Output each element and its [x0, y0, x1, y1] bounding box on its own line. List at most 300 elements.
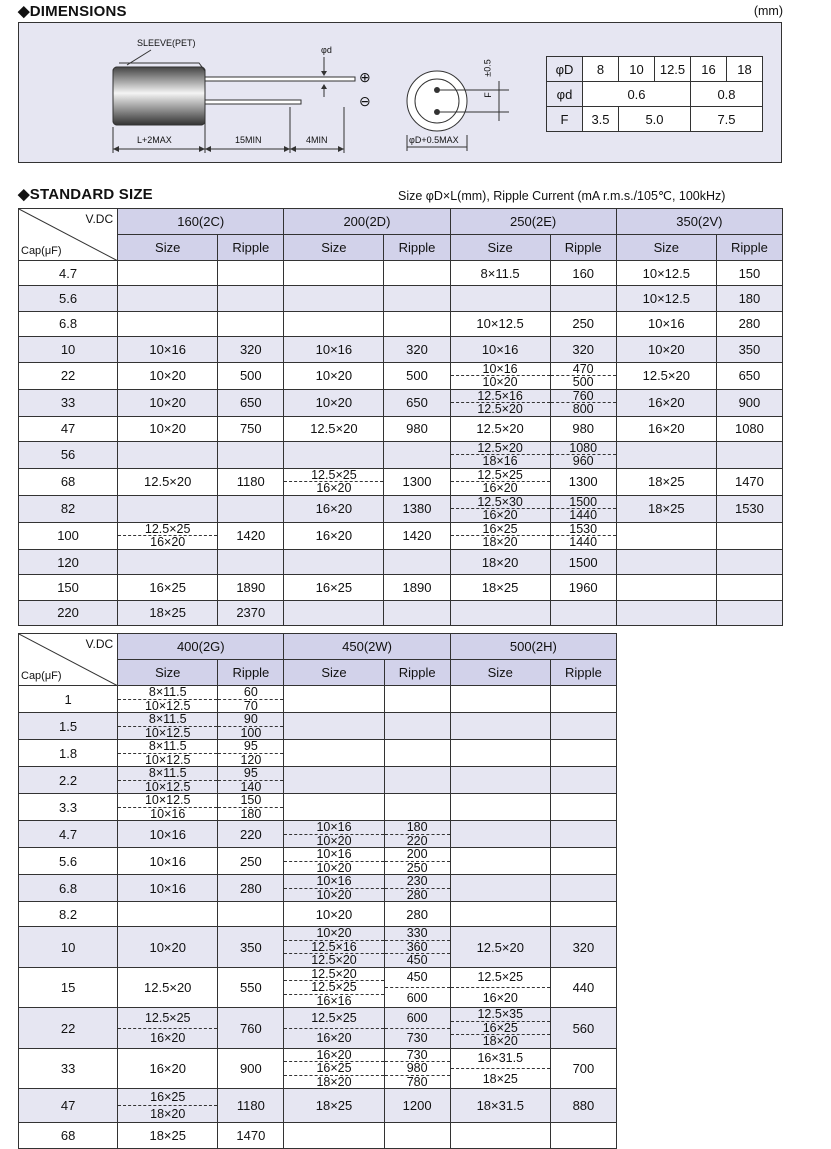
table-row [19, 286, 783, 311]
table-row [19, 767, 617, 794]
size-cell: 12.5×25 16×20 [284, 1008, 384, 1049]
table-row [19, 362, 783, 389]
ripple-cell: 1530 [716, 495, 782, 522]
size-cell: 12.5×20 [450, 416, 550, 441]
size-cell [450, 875, 550, 902]
ripple-cell: 200 250 [384, 848, 450, 875]
capacitance-cell: 22 [19, 362, 118, 389]
ripple-cell: 900 [716, 389, 782, 416]
size-cell [450, 713, 550, 740]
lead-dimension-table: φD 8 10 12.5 16 18 φd 0.6 0.8 F 3.5 5.0 7.5 [546, 56, 763, 132]
size-cell: 10×16 [118, 821, 218, 848]
ripple-cell [550, 767, 616, 794]
ripple-cell [218, 902, 284, 927]
size-cell: 8×11.5 10×12.5 [118, 767, 218, 794]
ripple-cell [384, 767, 450, 794]
ripple-column-header: Ripple [218, 660, 284, 686]
vdc-label: V.DC [85, 637, 114, 651]
ripple-cell [716, 575, 782, 600]
size-cell: 10×16 [118, 875, 218, 902]
size-cell: 8×11.5 10×12.5 [118, 740, 218, 767]
size-cell [284, 549, 384, 574]
ripple-cell [716, 600, 782, 625]
capacitance-cell: 33 [19, 389, 118, 416]
size-cell: 8×11.5 [450, 261, 550, 286]
ripple-cell [218, 261, 284, 286]
size-cell: 18×25 [616, 495, 716, 522]
ripple-cell [550, 600, 616, 625]
capacitance-cell: 56 [19, 441, 118, 468]
ripple-cell: 500 [218, 362, 284, 389]
size-cell [450, 848, 550, 875]
size-cell [616, 441, 716, 468]
size-cell [450, 767, 550, 794]
size-cell [118, 902, 218, 927]
size-cell: 16×20 [284, 495, 384, 522]
standard-size-title: ◆STANDARD SIZE [18, 186, 153, 203]
size-column-header: Size [616, 235, 716, 261]
table-row [19, 821, 617, 848]
size-cell: 12.5×20 [118, 967, 218, 1008]
table-row [19, 1089, 617, 1123]
size-cell: 12.5×20 12.5×25 16×16 [284, 967, 384, 1008]
size-cell [118, 441, 218, 468]
capacitance-cell: 47 [19, 1089, 118, 1123]
ripple-cell [716, 441, 782, 468]
size-cell: 10×16 [284, 337, 384, 362]
ripple-cell: 550 [218, 967, 284, 1008]
size-cell [616, 575, 716, 600]
ripple-cell: 320 [384, 337, 450, 362]
size-cell: 16×20 [616, 389, 716, 416]
dimensions-unit: (mm) [753, 4, 783, 18]
ripple-cell: 1530 1440 [550, 522, 616, 549]
ripple-cell: 700 [550, 1048, 616, 1089]
table-row [19, 468, 783, 495]
size-cell [450, 600, 550, 625]
minus-icon: ⊖ [359, 93, 371, 109]
size-cell: 12.5×16 12.5×20 [450, 389, 550, 416]
ripple-cell: 90 100 [218, 713, 284, 740]
ripple-cell: 1500 [550, 549, 616, 574]
ripple-cell: 1420 [218, 522, 284, 549]
ripple-cell: 880 [550, 1089, 616, 1123]
ripple-cell: 150 [716, 261, 782, 286]
ripple-cell: 350 [218, 927, 284, 968]
pitch-label: F [482, 92, 493, 98]
ripple-cell: 320 [550, 927, 616, 968]
ripple-cell: 180 [716, 286, 782, 311]
size-cell: 12.5×20 18×16 [450, 441, 550, 468]
size-cell: 12.5×20 [616, 362, 716, 389]
dimensions-title: ◆DIMENSIONS [18, 3, 127, 20]
size-cell: 16×25 18×20 [450, 522, 550, 549]
ripple-cell: 750 [218, 416, 284, 441]
voltage-header: 200(2D) [284, 209, 450, 235]
ripple-cell: 1470 [218, 1123, 284, 1148]
size-cell: 16×25 18×20 [118, 1089, 218, 1123]
capacitance-cell: 8.2 [19, 902, 118, 927]
table-row [19, 495, 783, 522]
size-cell: 12.5×30 16×20 [450, 495, 550, 522]
size-cell: 10×16 10×20 [284, 848, 384, 875]
ripple-cell: 1080 [716, 416, 782, 441]
capacitance-cell: 4.7 [19, 261, 118, 286]
ripple-cell: 95 120 [218, 740, 284, 767]
ripple-cell: 160 [550, 261, 616, 286]
table-row [19, 1008, 617, 1049]
capacitance-cell: 33 [19, 1048, 118, 1089]
capacitance-cell: 5.6 [19, 286, 118, 311]
ripple-cell: 1960 [550, 575, 616, 600]
size-cell: 12.5×25 16×20 [284, 468, 384, 495]
size-cell: 12.5×20 [450, 927, 550, 968]
lead-4min-label: 4MIN [306, 135, 328, 145]
ripple-cell: 760 [218, 1008, 284, 1049]
size-cell: 10×20 [118, 416, 218, 441]
length-label: L+2MAX [137, 135, 172, 145]
capacitance-cell: 15 [19, 967, 118, 1008]
ripple-cell [218, 495, 284, 522]
ripple-cell: 180 220 [384, 821, 450, 848]
ripple-cell: 220 [218, 821, 284, 848]
size-cell: 10×12.5 [616, 286, 716, 311]
ripple-cell [550, 875, 616, 902]
header-corner [19, 634, 118, 686]
size-cell: 12.5×20 [118, 468, 218, 495]
capacitance-cell: 10 [19, 927, 118, 968]
voltage-header: 160(2C) [118, 209, 284, 235]
ripple-cell: 980 [550, 416, 616, 441]
vdc-label: V.DC [85, 212, 114, 226]
size-cell [284, 740, 384, 767]
size-cell [450, 794, 550, 821]
size-column-header: Size [450, 235, 550, 261]
size-cell: 18×25 [450, 575, 550, 600]
table-row [19, 549, 783, 574]
size-cell: 16×20 [616, 416, 716, 441]
size-column-header: Size [118, 660, 218, 686]
table-row [19, 902, 617, 927]
table-row [19, 740, 617, 767]
ripple-cell: 150 180 [218, 794, 284, 821]
voltage-header: 250(2E) [450, 209, 616, 235]
ripple-cell: 500 [384, 362, 450, 389]
size-cell [284, 686, 384, 713]
capacitance-cell: 120 [19, 549, 118, 574]
size-cell: 10×16 [118, 848, 218, 875]
size-cell: 8×11.5 10×12.5 [118, 686, 218, 713]
plus-icon: ⊕ [359, 69, 371, 85]
ripple-cell: 250 [218, 848, 284, 875]
capacitance-cell: 3.3 [19, 794, 118, 821]
size-cell [118, 311, 218, 336]
size-cell: 10×16 [118, 337, 218, 362]
size-cell [284, 713, 384, 740]
size-cell: 10×12.5 10×16 [118, 794, 218, 821]
ripple-cell [550, 286, 616, 311]
ripple-cell [384, 1123, 450, 1148]
size-cell: 12.5×35 16×25 18×20 [450, 1008, 550, 1049]
ripple-cell: 95 140 [218, 767, 284, 794]
size-column-header: Size [118, 235, 218, 261]
size-cell [284, 1123, 384, 1148]
ripple-column-header: Ripple [716, 235, 782, 261]
ripple-cell [550, 740, 616, 767]
size-cell: 12.5×25 16×20 [450, 468, 550, 495]
ripple-cell: 900 [218, 1048, 284, 1089]
capacitance-cell: 220 [19, 600, 118, 625]
size-cell: 18×25 [118, 1123, 218, 1148]
capacitance-cell: 4.7 [19, 821, 118, 848]
ripple-cell: 980 [384, 416, 450, 441]
size-cell: 16×20 [284, 522, 384, 549]
cap-label: Cap(μF) [21, 670, 62, 682]
ripple-cell: 600 730 [384, 1008, 450, 1049]
table-row [19, 575, 783, 600]
ripple-cell: 440 [550, 967, 616, 1008]
ripple-cell [550, 713, 616, 740]
size-cell [450, 1123, 550, 1148]
size-cell [616, 522, 716, 549]
lead-diameter-label: φd [321, 45, 332, 55]
capacitance-cell: 2.2 [19, 767, 118, 794]
size-cell: 10×16 10×20 [450, 362, 550, 389]
size-column-header: Size [450, 660, 550, 686]
table-row [19, 713, 617, 740]
ripple-cell: 730 980 780 [384, 1048, 450, 1089]
ripple-cell: 1890 [384, 575, 450, 600]
ripple-cell: 320 [218, 337, 284, 362]
table-row [19, 389, 783, 416]
size-cell [118, 495, 218, 522]
capacitance-cell: 150 [19, 575, 118, 600]
ripple-cell [716, 522, 782, 549]
header-corner [19, 209, 118, 261]
ripple-cell: 230 280 [384, 875, 450, 902]
table-row [19, 311, 783, 336]
ripple-cell: 1200 [384, 1089, 450, 1123]
ripple-cell [550, 794, 616, 821]
ripple-cell: 1420 [384, 522, 450, 549]
size-cell: 10×16 10×20 [284, 821, 384, 848]
cap-label: Cap(μF) [21, 245, 62, 257]
size-cell [450, 740, 550, 767]
capacitance-cell: 10 [19, 337, 118, 362]
ripple-cell: 1380 [384, 495, 450, 522]
size-cell [450, 821, 550, 848]
table-row [19, 1123, 617, 1148]
ripple-cell: 1470 [716, 468, 782, 495]
size-cell: 10×20 12.5×16 12.5×20 [284, 927, 384, 968]
ripple-cell: 1180 [218, 1089, 284, 1123]
ripple-column-header: Ripple [550, 235, 616, 261]
ripple-cell: 280 [716, 311, 782, 336]
table-row [19, 337, 783, 362]
ripple-cell [218, 549, 284, 574]
table-row [19, 875, 617, 902]
size-cell [284, 441, 384, 468]
diameter-max-label: φD+0.5MAX [409, 135, 459, 145]
voltage-header: 350(2V) [616, 209, 782, 235]
ripple-cell: 1300 [550, 468, 616, 495]
size-cell: 8×11.5 10×12.5 [118, 713, 218, 740]
capacitance-cell: 82 [19, 495, 118, 522]
size-cell [118, 261, 218, 286]
ripple-cell: 1080 960 [550, 441, 616, 468]
ripple-cell: 650 [384, 389, 450, 416]
table-row [19, 967, 617, 1008]
table-row [19, 1048, 617, 1089]
capacitance-cell: 100 [19, 522, 118, 549]
ripple-cell [218, 311, 284, 336]
standard-size-table-1 [18, 208, 783, 626]
size-cell [284, 794, 384, 821]
ripple-cell: 330 360 450 [384, 927, 450, 968]
size-cell: 18×31.5 [450, 1089, 550, 1123]
ripple-cell [384, 713, 450, 740]
table-row [19, 794, 617, 821]
capacitor-drawing [19, 23, 539, 161]
size-cell: 10×20 [616, 337, 716, 362]
ripple-cell: 1300 [384, 468, 450, 495]
table-row [19, 261, 783, 286]
size-cell: 10×12.5 [616, 261, 716, 286]
ripple-cell [384, 686, 450, 713]
size-cell [118, 286, 218, 311]
table-row [19, 927, 617, 968]
ripple-column-header: Ripple [550, 660, 616, 686]
size-cell: 18×25 [118, 600, 218, 625]
size-cell: 10×20 [284, 362, 384, 389]
size-cell: 18×20 [450, 549, 550, 574]
voltage-header: 500(2H) [450, 634, 616, 660]
capacitance-cell: 1.8 [19, 740, 118, 767]
ripple-cell: 1500 1440 [550, 495, 616, 522]
size-cell: 10×16 10×20 [284, 875, 384, 902]
ripple-cell [550, 902, 616, 927]
ripple-cell [550, 686, 616, 713]
ripple-cell [716, 549, 782, 574]
ripple-cell: 560 [550, 1008, 616, 1049]
ripple-cell: 320 [550, 337, 616, 362]
ripple-column-header: Ripple [384, 660, 450, 686]
ripple-cell: 450 600 [384, 967, 450, 1008]
size-cell: 18×25 [616, 468, 716, 495]
voltage-header: 400(2G) [118, 634, 284, 660]
capacitance-cell: 47 [19, 416, 118, 441]
ripple-cell [384, 261, 450, 286]
size-cell [616, 600, 716, 625]
ripple-column-header: Ripple [218, 235, 284, 261]
ripple-cell [384, 311, 450, 336]
size-cell [616, 549, 716, 574]
size-cell: 10×20 [118, 927, 218, 968]
size-cell: 10×20 [284, 389, 384, 416]
ripple-cell: 350 [716, 337, 782, 362]
capacitance-cell: 5.6 [19, 848, 118, 875]
ripple-cell: 760 800 [550, 389, 616, 416]
table-row [19, 416, 783, 441]
size-cell: 12.5×25 16×20 [118, 522, 218, 549]
ripple-cell [384, 441, 450, 468]
ripple-cell [384, 600, 450, 625]
sleeve-label: SLEEVE(PET) [137, 38, 196, 48]
size-cell [284, 767, 384, 794]
ripple-cell [384, 549, 450, 574]
ripple-cell [384, 740, 450, 767]
size-cell [450, 286, 550, 311]
standard-size-table-2 [18, 633, 617, 1149]
dimensions-panel [18, 22, 782, 163]
size-cell [284, 286, 384, 311]
ripple-cell: 280 [384, 902, 450, 927]
ripple-cell: 2370 [218, 600, 284, 625]
capacitance-cell: 6.8 [19, 311, 118, 336]
size-cell [284, 311, 384, 336]
size-cell: 12.5×20 [284, 416, 384, 441]
ripple-cell [218, 286, 284, 311]
ripple-cell [550, 821, 616, 848]
size-cell [450, 686, 550, 713]
ripple-cell: 650 [218, 389, 284, 416]
ripple-column-header: Ripple [384, 235, 450, 261]
ripple-cell: 60 70 [218, 686, 284, 713]
size-cell: 10×20 [118, 362, 218, 389]
ripple-cell [550, 848, 616, 875]
ripple-cell [550, 1123, 616, 1148]
size-cell: 12.5×25 16×20 [450, 967, 550, 1008]
capacitance-cell: 6.8 [19, 875, 118, 902]
ripple-cell [384, 794, 450, 821]
size-cell [450, 902, 550, 927]
capacitance-cell: 68 [19, 1123, 118, 1148]
ripple-cell [384, 286, 450, 311]
table-row [19, 441, 783, 468]
size-cell: 10×16 [616, 311, 716, 336]
size-column-header: Size [284, 235, 384, 261]
table-row [19, 848, 617, 875]
size-cell: 16×25 [284, 575, 384, 600]
size-cell: 10×16 [450, 337, 550, 362]
ripple-cell: 280 [218, 875, 284, 902]
size-column-header: Size [284, 660, 384, 686]
size-cell: 16×25 [118, 575, 218, 600]
ripple-cell: 1180 [218, 468, 284, 495]
table-row [19, 600, 783, 625]
size-cell: 16×20 16×25 18×20 [284, 1048, 384, 1089]
size-cell: 12.5×25 16×20 [118, 1008, 218, 1049]
table-row [19, 686, 617, 713]
size-cell: 10×12.5 [450, 311, 550, 336]
ripple-cell [218, 441, 284, 468]
standard-size-note: Size φD×L(mm), Ripple Current (mA r.m.s./105℃, 100kHz) [398, 189, 726, 203]
ripple-cell: 470 500 [550, 362, 616, 389]
ripple-cell: 250 [550, 311, 616, 336]
size-cell [284, 600, 384, 625]
lead-15min-label: 15MIN [235, 135, 262, 145]
voltage-header: 450(2W) [284, 634, 450, 660]
capacitance-cell: 68 [19, 468, 118, 495]
capacitance-cell: 22 [19, 1008, 118, 1049]
size-cell: 10×20 [118, 389, 218, 416]
size-cell: 10×20 [284, 902, 384, 927]
table-row [19, 522, 783, 549]
size-cell: 18×25 [284, 1089, 384, 1123]
size-cell: 16×20 [118, 1048, 218, 1089]
size-cell [118, 549, 218, 574]
size-cell [284, 261, 384, 286]
